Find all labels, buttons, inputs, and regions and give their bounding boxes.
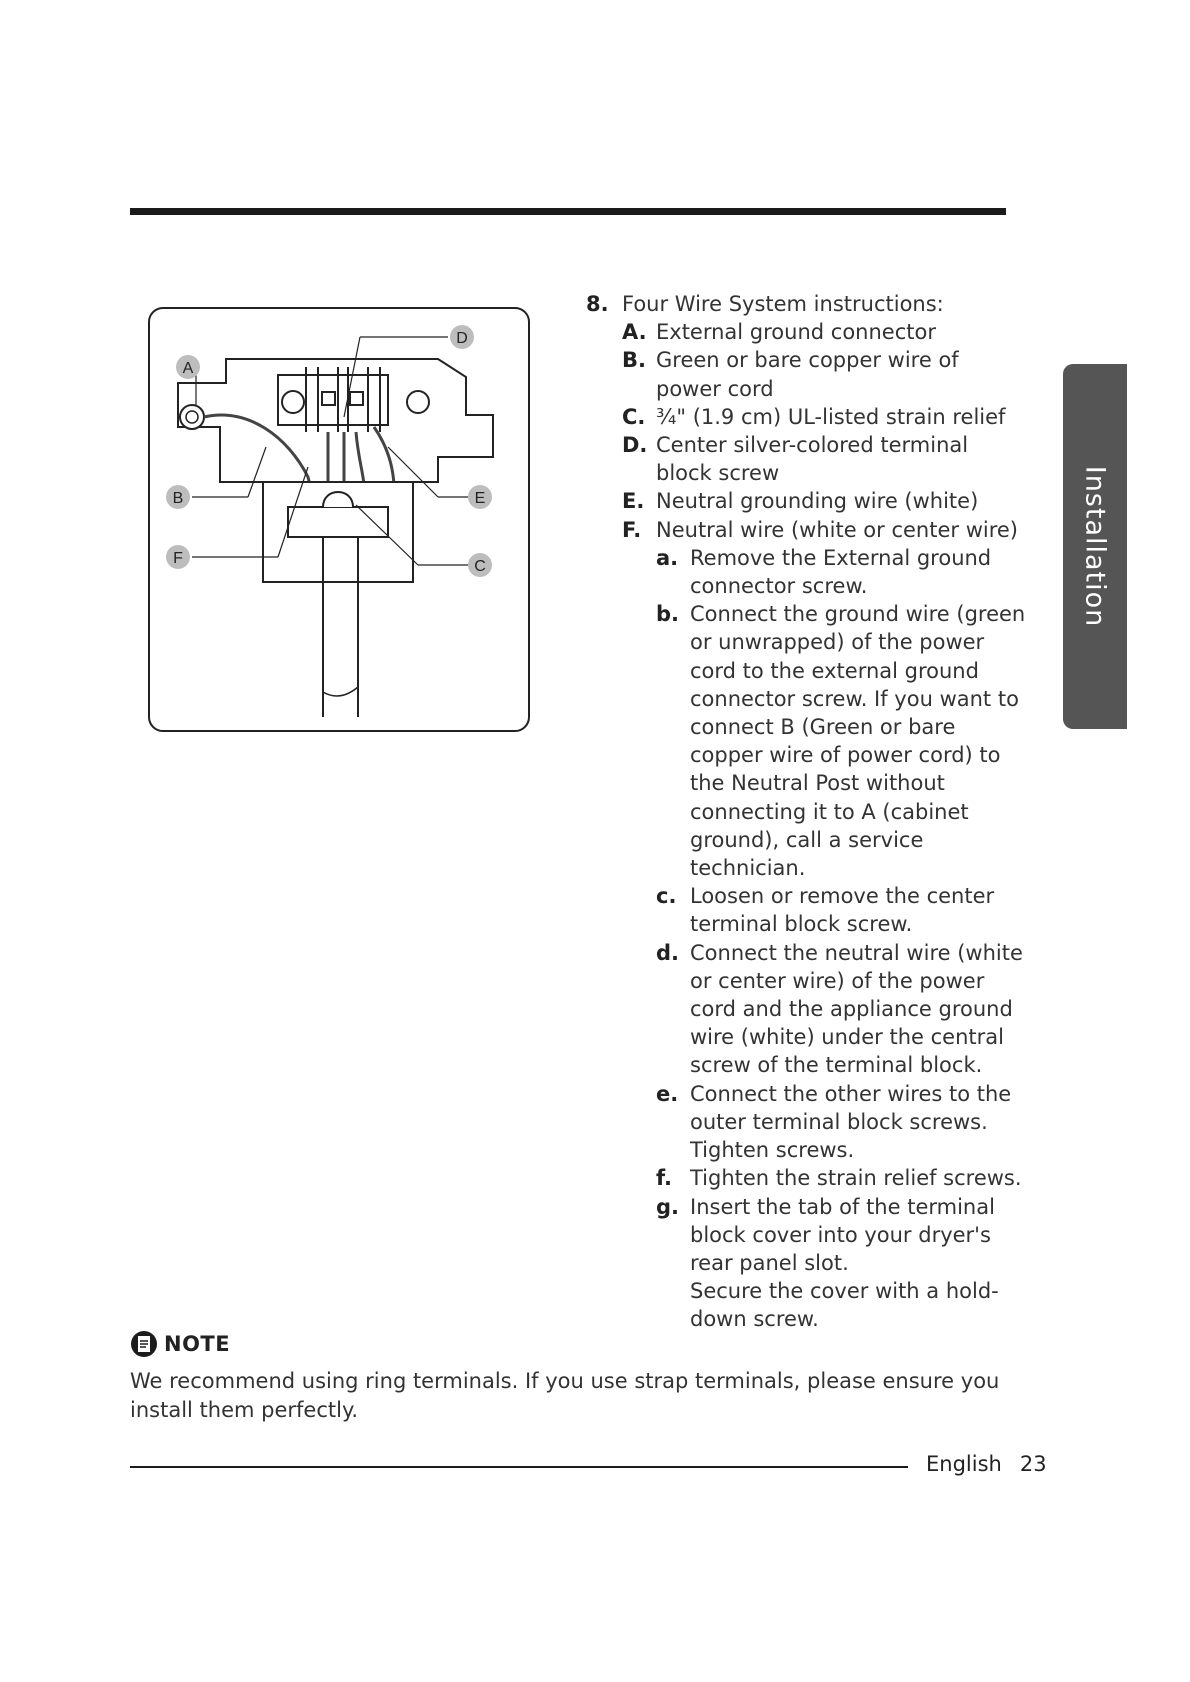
substep-item: e. Connect the other wires to the outer terminal block screws. Tighten screws. xyxy=(656,1081,1012,1163)
callout-C xyxy=(468,553,492,577)
section-tab[interactable] xyxy=(1063,364,1127,729)
substep-item: c. Loosen or remove the center terminal block screw. xyxy=(656,884,995,937)
svg-text:A: A xyxy=(182,360,194,377)
svg-text:C: C xyxy=(474,558,486,575)
footer-rule xyxy=(130,1466,908,1468)
wiring-diagram xyxy=(148,307,530,732)
callout-F xyxy=(166,545,190,569)
part-item: E. Neutral grounding wire (white) xyxy=(622,489,979,514)
part-item: C. ¾" (1.9 cm) UL-listed strain relief xyxy=(622,404,1006,429)
part-item: B. Green or bare copper wire of power cord xyxy=(622,348,959,401)
page-footer xyxy=(926,1452,1065,1476)
callout-D xyxy=(450,325,474,349)
callout-A xyxy=(176,355,200,379)
section-tab-label: Installation xyxy=(1079,465,1111,628)
substep-item: f. Tighten the strain relief screws. xyxy=(656,1166,1022,1191)
substep-item: a. Remove the External ground connector screw. xyxy=(656,545,992,599)
callout-E xyxy=(468,485,492,509)
note-box xyxy=(130,1327,1010,1424)
svg-text:B: B xyxy=(172,490,184,507)
note-title: NOTE xyxy=(164,1332,231,1356)
svg-text:F: F xyxy=(173,550,183,567)
top-rule xyxy=(130,208,1006,215)
substep-item: g. Insert the tab of the terminal block cover into your dryer's rear panel slot. xyxy=(656,1194,995,1275)
footer-language: English xyxy=(926,1452,1002,1476)
part-item: F. Neutral wire (white or center wire) xyxy=(622,517,1018,542)
step-heading: 8. Four Wire System instructions: xyxy=(586,292,944,316)
svg-text:D: D xyxy=(456,330,468,347)
part-item: D. Center silver-colored terminal block screw xyxy=(622,433,969,486)
note-text: We recommend using ring terminals. If you use strap terminals, please ensure you install them perfectly. xyxy=(130,1369,1000,1422)
note-icon xyxy=(130,1330,158,1358)
callout-B xyxy=(166,485,190,509)
part-item: A. External ground connector xyxy=(622,320,936,345)
substep-extra: Secure the cover with a hold-down screw. xyxy=(690,1279,999,1332)
instructions xyxy=(586,290,1026,1334)
page-number: 23 xyxy=(1019,1452,1047,1476)
substep-item: b. Connect the ground wire (green or unwrapped) of the power cord to the external ground connector screw. If you want to connect B (Green or bare copper wire of power cord) to the Neutral Post without connecting it to A (cabinet ground), call a service technician. xyxy=(656,602,1026,881)
substep-item: d. Connect the neutral wire (white or center wire) of the power cord and the appliance ground wire (white) under the central screw of the terminal block. xyxy=(656,940,1023,1078)
svg-text:E: E xyxy=(474,490,486,507)
